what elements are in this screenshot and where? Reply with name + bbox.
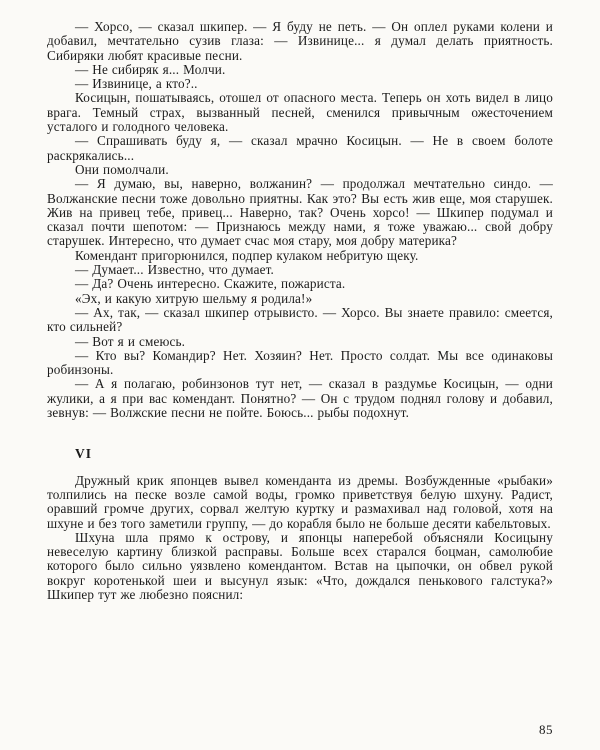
paragraph: Шхуна шла прямо к острову, и японцы наперебой объясняли Косицыну невеселую картину близкой расправы. Больше всех старался боцман, самолюбие которого было сильно уязвлено комендантом. Встав на цыпочки, он обвел рукой вокруг коротенькой шеи и высунул язык: «Что, дождался пенькового галстука?» Шкипер тут же любезно пояснил: — [47, 529, 553, 602]
paragraph: — Не сибиряк я... Молчи. — [75, 61, 226, 77]
paragraph: — Вот я и смеюсь. — [75, 333, 186, 349]
paragraph: — А я полагаю, робинзонов тут нет, — сказал в раздумье Косицын, — одни жулики, а я при вас комендант. Понятно? — Он с трудом поднял голову и добавил, зевнув: — Волжские песни не пойте. Боюсь... рыбы подохнут. — [47, 376, 553, 421]
text-block — [47, 20, 553, 602]
paragraph: — Извинице, а кто?.. — [75, 76, 198, 92]
section-heading: VI — [75, 446, 93, 462]
paragraph: — Кто вы? Командир? Нет. Хозяин? Нет. Просто солдат. Мы все одинаковы робинзоны. — [47, 347, 553, 378]
paragraph: — Спрашивать буду я, — сказал мрачно Косицын. — Не в своем болоте раскрякались... — [47, 133, 553, 163]
paragraph: — Думает... Известно, что думает. — [75, 262, 274, 278]
paragraph: «Эх, и какую хитрую шельму я родила!» — [75, 290, 313, 306]
paragraph: Косицын, пошатываясь, отошел от опасного места. Теперь он хоть видел в лицо врага. Темный страх, вызванный песней, сменился привычным ожесточением усталого и голодного человека. — [47, 90, 553, 135]
paragraph: Комендант пригорюнился, подпер кулаком небритую щеку. — [75, 247, 419, 263]
paragraph: — Ах, так, — сказал шкипер отрывисто. — Хорсо. Вы знаете правило: смеется, кто сильней? — [47, 304, 553, 335]
paragraph: — Да? Очень интересно. Скажите, пожариста. — [75, 276, 346, 292]
paragraph: Дружный крик японцев вывел коменданта из дремы. Возбужденные «рыбаки» толпились на песке возле самой воды, громко приветствуя белую шхуну. Радист, оравший громче других, сорвал желтую куртку и размахивал над головой, хотя на шхуне и без того заметили группу, — до корабля было не больше десяти кабельтовых. — [47, 472, 553, 531]
paragraph: Они помолчали. — [75, 161, 169, 177]
paragraph: — Хорсо, — сказал шкипер. — Я буду не петь. — Он оплел руками колени и добавил, мечтательно сузив глаза: — Извинице... я думал делать приятность. Сибиряки любят красивые песни. — [47, 19, 553, 63]
paragraph: — Я думаю, вы, наверно, волжанин? — продолжал мечтательно синдо. — Волжанские песни тоже довольно приятны. Как это? Вы есть жив еще, моя старушек. Жив на привец тебе, привец... Наверно, так? Очень хорсо! — Шкипер подумал и сказал почти шепотом: — Признаюсь между нами, я тоже уважаю... свой добру старушек. Интересно, что думает счас моя стару, моя добру материка? — [47, 176, 553, 249]
page-number: 85 — [539, 721, 553, 737]
